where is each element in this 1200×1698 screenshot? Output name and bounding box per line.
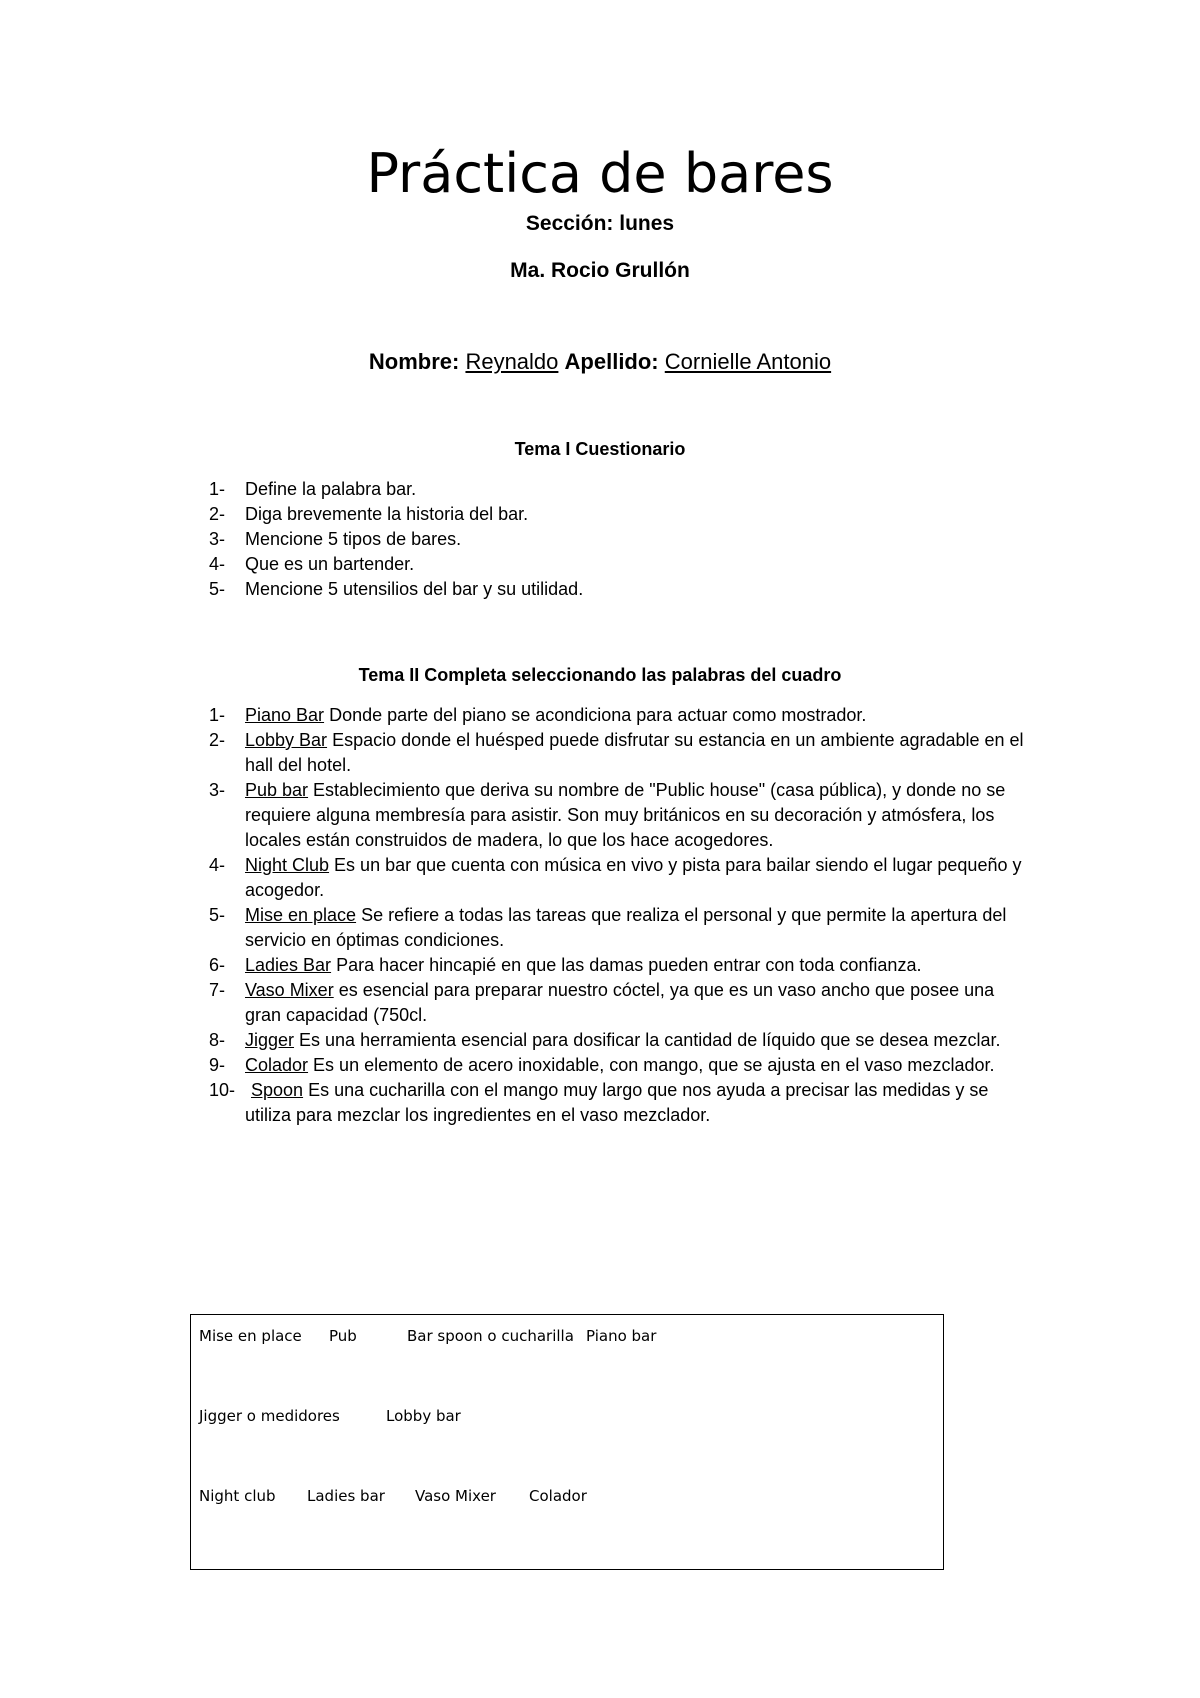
surname-label: Apellido: xyxy=(564,349,659,374)
item-number: 10- xyxy=(209,1080,236,1100)
item-term: Night Club xyxy=(245,855,330,875)
list-item xyxy=(209,778,1029,853)
surname-value: Cornielle Antonio xyxy=(664,349,832,374)
item-number: 3- xyxy=(209,529,226,549)
word-bank-item: Night club xyxy=(199,1487,276,1505)
word-bank-item: Lobby bar xyxy=(386,1407,461,1425)
item-number: 4- xyxy=(209,554,226,574)
item-term: Ladies Bar xyxy=(245,955,332,975)
item-text: Se refiere a todas las tareas que realiza el personal y que permite la apertura del servicio en óptimas condiciones. xyxy=(245,905,1007,950)
item-text: Es un bar que cuenta con música en vivo y pista para bailar siendo el lugar pequeño y acogedor. xyxy=(245,855,1022,900)
word-bank-item: Ladies bar xyxy=(307,1487,385,1505)
list-item xyxy=(209,1078,1029,1128)
name-value: Reynaldo xyxy=(465,349,559,374)
item-text: Define la palabra bar. xyxy=(245,479,417,499)
tema2-heading: Tema II Completa seleccionando las palabras del cuadro xyxy=(358,665,842,685)
word-bank-item: Bar spoon o cucharilla xyxy=(407,1327,574,1345)
item-number: 9- xyxy=(209,1055,226,1075)
item-text: Mencione 5 tipos de bares. xyxy=(245,529,462,549)
list-item xyxy=(209,552,1029,577)
item-text: Para hacer hincapié en que las damas pueden entrar con toda confianza. xyxy=(331,955,922,975)
section-label: Sección: lunes xyxy=(525,212,675,235)
item-text: Es una cucharilla con el mango muy largo que nos ayuda a precisar las medidas y se utiliza para mezclar los ingredientes en el vaso mezclador. xyxy=(245,1080,989,1125)
name-label: Nombre: xyxy=(368,349,460,374)
item-term: Mise en place xyxy=(245,905,357,925)
list-item xyxy=(209,728,1029,778)
page-title: Práctica de bares xyxy=(366,142,834,205)
list-item xyxy=(209,953,1029,978)
item-number: 6- xyxy=(209,955,226,975)
item-text: Es una herramienta esencial para dosificar la cantidad de líquido que se desea mezclar. xyxy=(294,1030,1001,1050)
item-text: Establecimiento que deriva su nombre de "Public house" (casa pública), y donde no se requiere alguna membresía para asistir. Son muy británicos en su decoración y atmósfera, los locales están construidos de madera, lo que los hace acogedores. xyxy=(245,780,1006,850)
item-term: Pub bar xyxy=(245,780,309,800)
item-number: 1- xyxy=(209,479,226,499)
item-term: Vaso Mixer xyxy=(245,980,334,1000)
item-term: Lobby Bar xyxy=(245,730,328,750)
item-text: Es un elemento de acero inoxidable, con mango, que se ajusta en el vaso mezclador. xyxy=(308,1055,995,1075)
item-text: Mencione 5 utensilios del bar y su utilidad. xyxy=(245,579,584,599)
word-bank-box xyxy=(190,1314,944,1570)
item-term: Colador xyxy=(245,1055,309,1075)
item-number: 3- xyxy=(209,780,226,800)
item-term: Jigger xyxy=(245,1030,295,1050)
list-item xyxy=(209,477,1029,502)
item-term: Piano Bar xyxy=(245,705,325,725)
item-number: 1- xyxy=(209,705,226,725)
list-item xyxy=(209,502,1029,527)
list-item xyxy=(209,527,1029,552)
item-number: 2- xyxy=(209,504,226,524)
item-text: Que es un bartender. xyxy=(245,554,415,574)
item-number: 4- xyxy=(209,855,226,875)
teacher-name: Ma. Rocio Grullón xyxy=(510,259,690,282)
tema1-heading: Tema I Cuestionario xyxy=(514,439,686,459)
item-number: 7- xyxy=(209,980,226,1000)
word-bank-item: Vaso Mixer xyxy=(415,1487,496,1505)
word-bank-item: Piano bar xyxy=(586,1327,657,1345)
item-number: 5- xyxy=(209,579,226,599)
list-item xyxy=(209,853,1029,903)
list-item xyxy=(209,978,1029,1028)
item-text: Donde parte del piano se acondiciona para actuar como mostrador. xyxy=(324,705,867,725)
list-item xyxy=(209,903,1029,953)
word-bank-item: Mise en place xyxy=(199,1327,302,1345)
item-number: 2- xyxy=(209,730,226,750)
student-info xyxy=(0,348,1200,376)
item-text: es esencial para preparar nuestro cóctel, ya que es un vaso ancho que posee una gran capacidad (750cl. xyxy=(245,980,995,1025)
list-item xyxy=(209,1053,1029,1078)
item-term: Spoon xyxy=(251,1080,304,1100)
item-number: 5- xyxy=(209,905,226,925)
word-bank-item: Jigger o medidores xyxy=(199,1407,340,1425)
item-number: 8- xyxy=(209,1030,226,1050)
list-item xyxy=(209,703,1029,728)
item-text: Espacio donde el huésped puede disfrutar su estancia en un ambiente agradable en el hall del hotel. xyxy=(245,730,1024,775)
list-item xyxy=(209,1028,1029,1053)
item-text: Diga brevemente la historia del bar. xyxy=(245,504,529,524)
tema2-answer-list xyxy=(209,703,1029,1128)
word-bank-item: Pub xyxy=(329,1327,357,1345)
word-bank-item: Colador xyxy=(529,1487,587,1505)
list-item xyxy=(209,577,1029,602)
tema1-question-list xyxy=(209,477,1029,602)
